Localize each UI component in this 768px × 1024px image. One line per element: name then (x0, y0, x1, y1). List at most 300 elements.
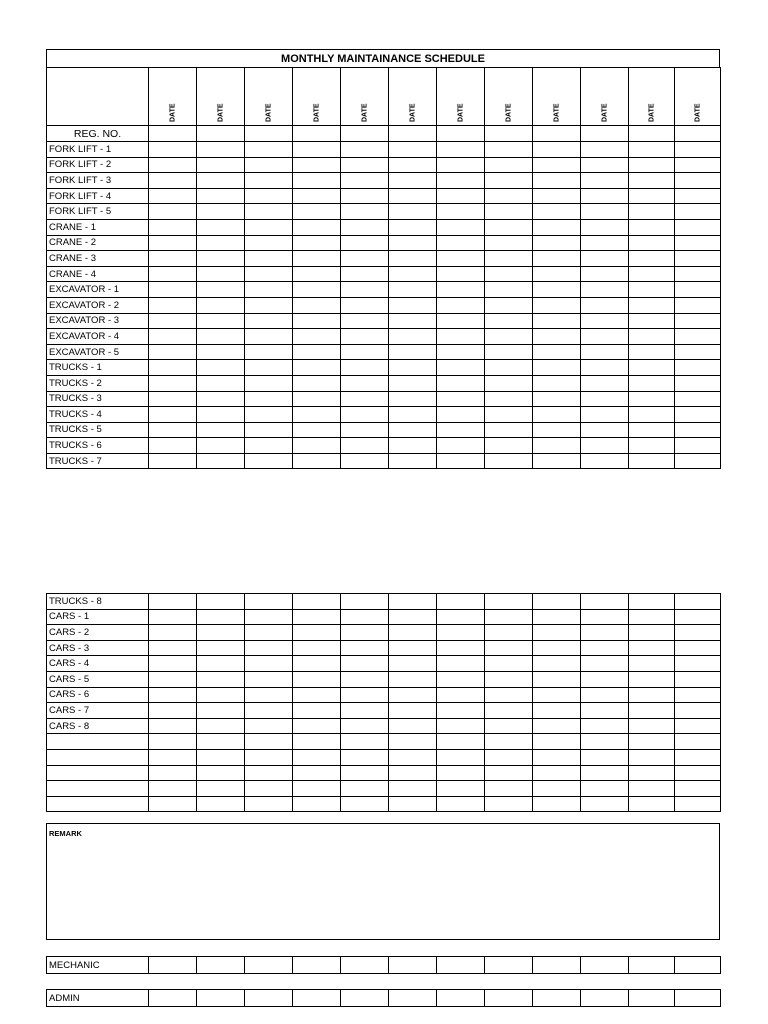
schedule-cell[interactable] (437, 640, 485, 656)
schedule-cell[interactable] (629, 235, 675, 251)
schedule-cell[interactable] (389, 235, 437, 251)
schedule-cell[interactable] (581, 640, 629, 656)
schedule-cell[interactable] (533, 438, 581, 454)
schedule-cell[interactable] (389, 656, 437, 672)
schedule-cell[interactable] (437, 438, 485, 454)
schedule-cell[interactable] (293, 640, 341, 656)
schedule-cell[interactable] (629, 142, 675, 158)
schedule-cell[interactable] (149, 157, 197, 173)
schedule-cell[interactable] (341, 375, 389, 391)
schedule-cell[interactable] (533, 391, 581, 407)
schedule-cell[interactable] (533, 173, 581, 189)
schedule-cell[interactable] (581, 594, 629, 610)
schedule-cell[interactable] (533, 687, 581, 703)
schedule-cell[interactable] (149, 594, 197, 610)
schedule-cell[interactable] (675, 188, 721, 204)
schedule-cell[interactable] (533, 422, 581, 438)
schedule-cell[interactable] (437, 453, 485, 469)
schedule-cell[interactable] (629, 749, 675, 765)
schedule-cell[interactable] (389, 625, 437, 641)
schedule-cell[interactable] (149, 282, 197, 298)
schedule-cell[interactable] (149, 251, 197, 267)
schedule-cell[interactable] (485, 407, 533, 423)
schedule-cell[interactable] (629, 703, 675, 719)
schedule-cell[interactable] (581, 173, 629, 189)
schedule-cell[interactable] (293, 282, 341, 298)
schedule-cell[interactable] (293, 251, 341, 267)
schedule-cell[interactable] (533, 313, 581, 329)
schedule-cell[interactable] (389, 640, 437, 656)
schedule-cell[interactable] (245, 594, 293, 610)
schedule-cell[interactable] (485, 796, 533, 812)
schedule-cell[interactable] (389, 188, 437, 204)
schedule-cell[interactable] (389, 781, 437, 797)
schedule-cell[interactable] (245, 625, 293, 641)
schedule-cell[interactable] (485, 313, 533, 329)
schedule-cell[interactable] (389, 734, 437, 750)
schedule-cell[interactable] (197, 391, 245, 407)
schedule-cell[interactable] (293, 438, 341, 454)
schedule-cell[interactable] (149, 656, 197, 672)
schedule-cell[interactable] (581, 796, 629, 812)
schedule-cell[interactable] (629, 173, 675, 189)
schedule-cell[interactable] (533, 749, 581, 765)
schedule-cell[interactable] (485, 282, 533, 298)
schedule-cell[interactable] (629, 781, 675, 797)
schedule-cell[interactable] (629, 656, 675, 672)
schedule-cell[interactable] (389, 765, 437, 781)
schedule-cell[interactable] (245, 703, 293, 719)
schedule-cell[interactable] (197, 235, 245, 251)
schedule-cell[interactable] (675, 266, 721, 282)
schedule-cell[interactable] (581, 219, 629, 235)
schedule-cell[interactable] (293, 687, 341, 703)
schedule-cell[interactable] (293, 266, 341, 282)
schedule-cell[interactable] (341, 266, 389, 282)
schedule-cell[interactable] (533, 640, 581, 656)
schedule-cell[interactable] (581, 375, 629, 391)
schedule-cell[interactable] (675, 625, 721, 641)
schedule-cell[interactable] (675, 718, 721, 734)
schedule-cell[interactable] (485, 718, 533, 734)
signature-cell[interactable] (629, 990, 675, 1007)
schedule-cell[interactable] (341, 687, 389, 703)
schedule-cell[interactable] (341, 391, 389, 407)
schedule-cell[interactable] (197, 594, 245, 610)
schedule-cell[interactable] (341, 329, 389, 345)
schedule-cell[interactable] (197, 765, 245, 781)
schedule-cell[interactable] (629, 640, 675, 656)
schedule-cell[interactable] (533, 188, 581, 204)
schedule-cell[interactable] (485, 266, 533, 282)
schedule-cell[interactable] (197, 219, 245, 235)
schedule-cell[interactable] (197, 749, 245, 765)
schedule-cell[interactable] (437, 266, 485, 282)
schedule-cell[interactable] (149, 453, 197, 469)
schedule-cell[interactable] (341, 609, 389, 625)
schedule-cell[interactable] (245, 407, 293, 423)
signature-cell[interactable] (485, 990, 533, 1007)
schedule-cell[interactable] (149, 407, 197, 423)
schedule-cell[interactable] (341, 656, 389, 672)
schedule-cell[interactable] (245, 687, 293, 703)
schedule-cell[interactable] (245, 173, 293, 189)
schedule-cell[interactable] (581, 671, 629, 687)
schedule-cell[interactable] (341, 360, 389, 376)
signature-cell[interactable] (197, 990, 245, 1007)
signature-cell[interactable] (533, 990, 581, 1007)
schedule-cell[interactable] (245, 219, 293, 235)
schedule-cell[interactable] (485, 375, 533, 391)
schedule-cell[interactable] (245, 749, 293, 765)
schedule-cell[interactable] (533, 734, 581, 750)
schedule-cell[interactable] (533, 204, 581, 220)
schedule-cell[interactable] (341, 640, 389, 656)
schedule-cell[interactable] (533, 656, 581, 672)
schedule-cell[interactable] (197, 453, 245, 469)
schedule-cell[interactable] (245, 438, 293, 454)
schedule-cell[interactable] (149, 173, 197, 189)
schedule-cell[interactable] (389, 609, 437, 625)
schedule-cell[interactable] (341, 749, 389, 765)
schedule-cell[interactable] (437, 687, 485, 703)
schedule-cell[interactable] (485, 453, 533, 469)
schedule-cell[interactable] (437, 329, 485, 345)
schedule-cell[interactable] (581, 734, 629, 750)
schedule-cell[interactable] (149, 687, 197, 703)
schedule-cell[interactable] (437, 173, 485, 189)
schedule-cell[interactable] (533, 718, 581, 734)
schedule-cell[interactable] (197, 625, 245, 641)
schedule-cell[interactable] (533, 266, 581, 282)
schedule-cell[interactable] (341, 188, 389, 204)
schedule-cell[interactable] (675, 297, 721, 313)
schedule-cell[interactable] (581, 251, 629, 267)
schedule-cell[interactable] (485, 594, 533, 610)
schedule-cell[interactable] (293, 142, 341, 158)
schedule-cell[interactable] (629, 204, 675, 220)
schedule-cell[interactable] (149, 796, 197, 812)
schedule-cell[interactable] (197, 640, 245, 656)
schedule-cell[interactable] (485, 671, 533, 687)
schedule-cell[interactable] (581, 407, 629, 423)
schedule-cell[interactable] (389, 438, 437, 454)
schedule-cell[interactable] (245, 360, 293, 376)
schedule-cell[interactable] (437, 391, 485, 407)
schedule-cell[interactable] (629, 796, 675, 812)
schedule-cell[interactable] (581, 718, 629, 734)
schedule-cell[interactable] (149, 297, 197, 313)
schedule-cell[interactable] (245, 781, 293, 797)
schedule-cell[interactable] (629, 360, 675, 376)
reg-no-date-cell[interactable] (675, 126, 721, 142)
schedule-cell[interactable] (293, 703, 341, 719)
schedule-cell[interactable] (245, 609, 293, 625)
schedule-cell[interactable] (389, 142, 437, 158)
schedule-cell[interactable] (341, 344, 389, 360)
signature-cell[interactable] (629, 957, 675, 974)
schedule-cell[interactable] (389, 375, 437, 391)
schedule-cell[interactable] (533, 157, 581, 173)
schedule-cell[interactable] (675, 687, 721, 703)
schedule-cell[interactable] (675, 703, 721, 719)
schedule-cell[interactable] (293, 749, 341, 765)
schedule-cell[interactable] (675, 671, 721, 687)
schedule-cell[interactable] (675, 796, 721, 812)
schedule-cell[interactable] (675, 157, 721, 173)
schedule-cell[interactable] (197, 329, 245, 345)
schedule-cell[interactable] (675, 407, 721, 423)
schedule-cell[interactable] (245, 204, 293, 220)
schedule-cell[interactable] (437, 796, 485, 812)
schedule-cell[interactable] (389, 718, 437, 734)
schedule-cell[interactable] (581, 266, 629, 282)
schedule-cell[interactable] (341, 204, 389, 220)
signature-cell[interactable] (581, 990, 629, 1007)
schedule-cell[interactable] (389, 407, 437, 423)
schedule-cell[interactable] (197, 609, 245, 625)
schedule-cell[interactable] (245, 375, 293, 391)
schedule-cell[interactable] (675, 609, 721, 625)
schedule-cell[interactable] (197, 734, 245, 750)
schedule-cell[interactable] (581, 204, 629, 220)
schedule-cell[interactable] (149, 266, 197, 282)
schedule-cell[interactable] (341, 438, 389, 454)
schedule-cell[interactable] (197, 266, 245, 282)
schedule-cell[interactable] (675, 344, 721, 360)
schedule-cell[interactable] (581, 391, 629, 407)
schedule-cell[interactable] (533, 453, 581, 469)
schedule-cell[interactable] (341, 313, 389, 329)
schedule-cell[interactable] (389, 796, 437, 812)
schedule-cell[interactable] (581, 297, 629, 313)
schedule-cell[interactable] (437, 344, 485, 360)
schedule-cell[interactable] (293, 625, 341, 641)
schedule-cell[interactable] (293, 718, 341, 734)
reg-no-date-cell[interactable] (437, 126, 485, 142)
schedule-cell[interactable] (197, 718, 245, 734)
schedule-cell[interactable] (149, 142, 197, 158)
schedule-cell[interactable] (341, 594, 389, 610)
schedule-cell[interactable] (675, 765, 721, 781)
schedule-cell[interactable] (485, 609, 533, 625)
reg-no-date-cell[interactable] (533, 126, 581, 142)
schedule-cell[interactable] (581, 188, 629, 204)
schedule-cell[interactable] (245, 734, 293, 750)
schedule-cell[interactable] (245, 765, 293, 781)
schedule-cell[interactable] (245, 188, 293, 204)
schedule-cell[interactable] (149, 391, 197, 407)
schedule-cell[interactable] (675, 282, 721, 298)
schedule-cell[interactable] (389, 297, 437, 313)
schedule-cell[interactable] (675, 313, 721, 329)
schedule-cell[interactable] (389, 204, 437, 220)
schedule-cell[interactable] (675, 329, 721, 345)
schedule-cell[interactable] (437, 718, 485, 734)
schedule-cell[interactable] (149, 235, 197, 251)
schedule-cell[interactable] (581, 313, 629, 329)
schedule-cell[interactable] (485, 391, 533, 407)
schedule-cell[interactable] (293, 313, 341, 329)
signature-cell[interactable] (485, 957, 533, 974)
signature-cell[interactable] (675, 957, 721, 974)
schedule-cell[interactable] (389, 329, 437, 345)
schedule-cell[interactable] (197, 781, 245, 797)
signature-cell[interactable] (675, 990, 721, 1007)
schedule-cell[interactable] (341, 297, 389, 313)
schedule-cell[interactable] (293, 422, 341, 438)
reg-no-date-cell[interactable] (485, 126, 533, 142)
schedule-cell[interactable] (245, 796, 293, 812)
schedule-cell[interactable] (197, 422, 245, 438)
schedule-cell[interactable] (629, 282, 675, 298)
schedule-cell[interactable] (293, 344, 341, 360)
schedule-cell[interactable] (485, 749, 533, 765)
schedule-cell[interactable] (629, 734, 675, 750)
schedule-cell[interactable] (581, 656, 629, 672)
schedule-cell[interactable] (485, 251, 533, 267)
schedule-cell[interactable] (675, 360, 721, 376)
schedule-cell[interactable] (341, 625, 389, 641)
schedule-cell[interactable] (533, 671, 581, 687)
signature-cell[interactable] (533, 957, 581, 974)
schedule-cell[interactable] (533, 235, 581, 251)
schedule-cell[interactable] (149, 703, 197, 719)
reg-no-date-cell[interactable] (245, 126, 293, 142)
schedule-cell[interactable] (675, 142, 721, 158)
schedule-cell[interactable] (389, 282, 437, 298)
schedule-cell[interactable] (675, 781, 721, 797)
schedule-cell[interactable] (629, 329, 675, 345)
schedule-cell[interactable] (581, 142, 629, 158)
schedule-cell[interactable] (341, 703, 389, 719)
schedule-cell[interactable] (341, 142, 389, 158)
schedule-cell[interactable] (245, 329, 293, 345)
schedule-cell[interactable] (293, 796, 341, 812)
schedule-cell[interactable] (341, 453, 389, 469)
schedule-cell[interactable] (197, 703, 245, 719)
schedule-cell[interactable] (293, 734, 341, 750)
schedule-cell[interactable] (437, 157, 485, 173)
remark-box[interactable] (46, 823, 720, 940)
schedule-cell[interactable] (629, 266, 675, 282)
schedule-cell[interactable] (533, 625, 581, 641)
schedule-cell[interactable] (293, 375, 341, 391)
reg-no-date-cell[interactable] (629, 126, 675, 142)
signature-cell[interactable] (341, 990, 389, 1007)
schedule-cell[interactable] (629, 344, 675, 360)
schedule-cell[interactable] (197, 204, 245, 220)
schedule-cell[interactable] (533, 609, 581, 625)
schedule-cell[interactable] (485, 360, 533, 376)
schedule-cell[interactable] (341, 765, 389, 781)
schedule-cell[interactable] (675, 749, 721, 765)
schedule-cell[interactable] (437, 625, 485, 641)
schedule-cell[interactable] (485, 204, 533, 220)
signature-cell[interactable] (149, 990, 197, 1007)
schedule-cell[interactable] (197, 687, 245, 703)
schedule-cell[interactable] (389, 391, 437, 407)
schedule-cell[interactable] (675, 438, 721, 454)
schedule-cell[interactable] (293, 594, 341, 610)
schedule-cell[interactable] (389, 422, 437, 438)
schedule-cell[interactable] (341, 718, 389, 734)
schedule-cell[interactable] (197, 157, 245, 173)
reg-no-date-cell[interactable] (197, 126, 245, 142)
signature-cell[interactable] (149, 957, 197, 974)
schedule-cell[interactable] (533, 765, 581, 781)
schedule-cell[interactable] (245, 266, 293, 282)
schedule-cell[interactable] (675, 375, 721, 391)
schedule-cell[interactable] (437, 781, 485, 797)
schedule-cell[interactable] (485, 734, 533, 750)
schedule-cell[interactable] (389, 687, 437, 703)
schedule-cell[interactable] (629, 609, 675, 625)
schedule-cell[interactable] (629, 251, 675, 267)
schedule-cell[interactable] (293, 157, 341, 173)
schedule-cell[interactable] (149, 219, 197, 235)
schedule-cell[interactable] (581, 609, 629, 625)
schedule-cell[interactable] (629, 375, 675, 391)
schedule-cell[interactable] (581, 438, 629, 454)
schedule-cell[interactable] (197, 656, 245, 672)
schedule-cell[interactable] (533, 703, 581, 719)
schedule-cell[interactable] (675, 734, 721, 750)
schedule-cell[interactable] (245, 142, 293, 158)
schedule-cell[interactable] (149, 360, 197, 376)
schedule-cell[interactable] (245, 656, 293, 672)
schedule-cell[interactable] (245, 297, 293, 313)
schedule-cell[interactable] (485, 188, 533, 204)
schedule-cell[interactable] (197, 407, 245, 423)
schedule-cell[interactable] (293, 360, 341, 376)
schedule-cell[interactable] (629, 625, 675, 641)
schedule-cell[interactable] (629, 422, 675, 438)
schedule-cell[interactable] (485, 765, 533, 781)
schedule-cell[interactable] (293, 235, 341, 251)
schedule-cell[interactable] (389, 157, 437, 173)
schedule-cell[interactable] (581, 360, 629, 376)
schedule-cell[interactable] (485, 173, 533, 189)
reg-no-date-cell[interactable] (389, 126, 437, 142)
schedule-cell[interactable] (485, 640, 533, 656)
schedule-cell[interactable] (389, 219, 437, 235)
schedule-cell[interactable] (245, 282, 293, 298)
schedule-cell[interactable] (293, 765, 341, 781)
schedule-cell[interactable] (389, 360, 437, 376)
schedule-cell[interactable] (629, 671, 675, 687)
schedule-cell[interactable] (533, 796, 581, 812)
schedule-cell[interactable] (675, 453, 721, 469)
schedule-cell[interactable] (581, 703, 629, 719)
schedule-cell[interactable] (629, 219, 675, 235)
schedule-cell[interactable] (341, 796, 389, 812)
schedule-cell[interactable] (149, 313, 197, 329)
schedule-cell[interactable] (533, 781, 581, 797)
schedule-cell[interactable] (485, 329, 533, 345)
schedule-cell[interactable] (437, 703, 485, 719)
schedule-cell[interactable] (581, 625, 629, 641)
signature-cell[interactable] (389, 990, 437, 1007)
schedule-cell[interactable] (485, 235, 533, 251)
schedule-cell[interactable] (197, 313, 245, 329)
schedule-cell[interactable] (389, 453, 437, 469)
signature-cell[interactable] (437, 957, 485, 974)
schedule-cell[interactable] (149, 718, 197, 734)
schedule-cell[interactable] (389, 173, 437, 189)
schedule-cell[interactable] (341, 219, 389, 235)
schedule-cell[interactable] (485, 219, 533, 235)
